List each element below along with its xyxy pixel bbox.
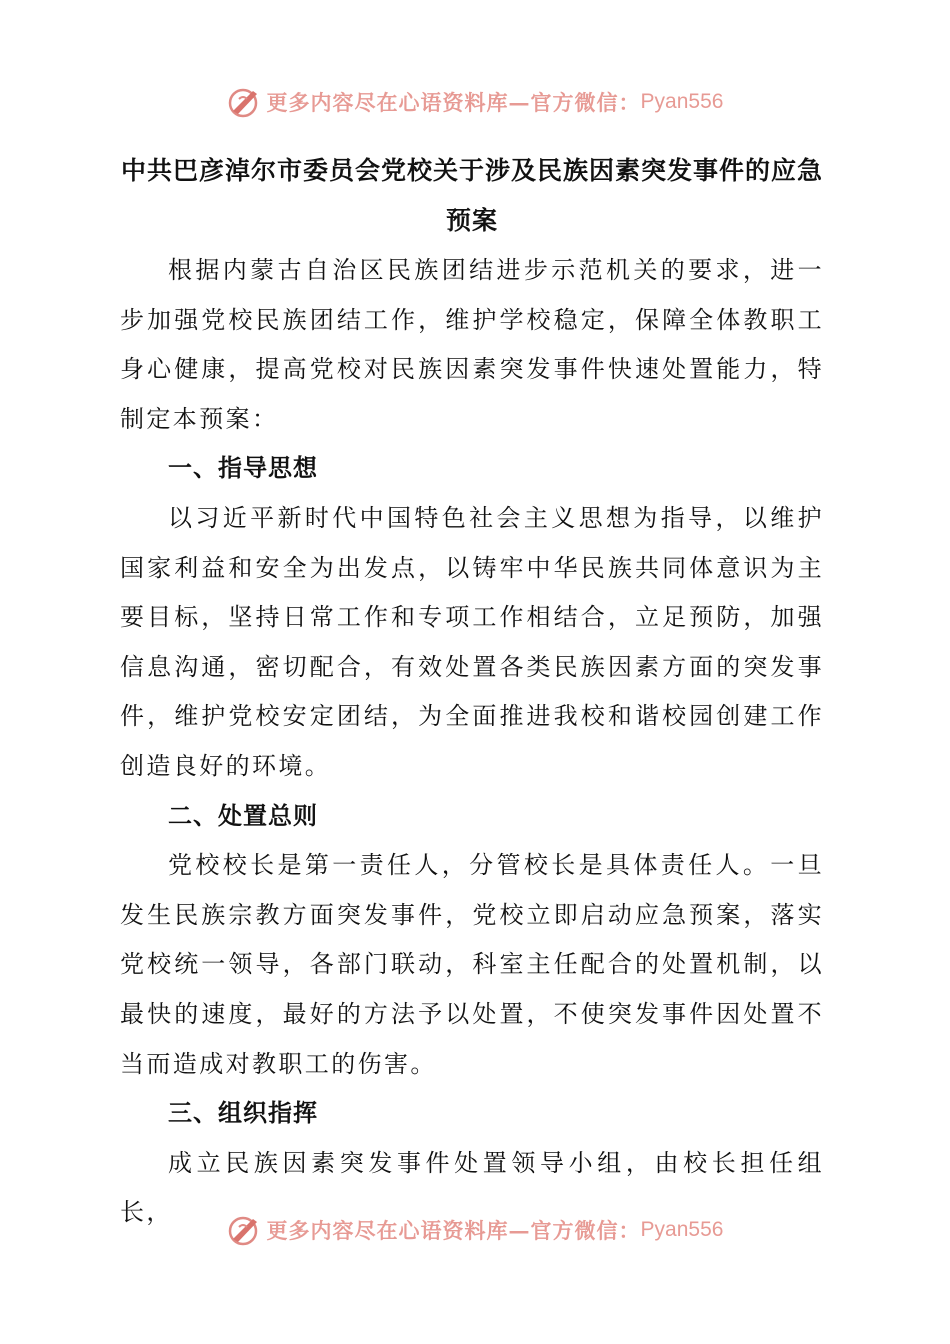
- section-heading-guiding-thought: 一、指导思想: [168, 454, 318, 483]
- pen-logo-icon: [227, 85, 261, 119]
- watermark-text: 更多内容尽在心语资料库—官方微信：: [266, 90, 641, 115]
- section-heading-organization-command: 三、组织指挥: [168, 1099, 318, 1128]
- document-title-line2: 预案: [445, 206, 498, 235]
- watermark-banner-top: [0, 82, 950, 122]
- section-heading-general-principles: 二、处置总则: [168, 801, 318, 830]
- intro-paragraph: 根据内蒙古自治区民族团结进步示范机关的要求，进一步加强党校民族团结工作，维护学校稳定，保障全体教职工身心健康，提高党校对民族因素突发事件快速处置能力，特制定本预案：: [120, 256, 824, 433]
- section-body-general-principles: 党校校长是第一责任人，分管校长是具体责任人。一旦发生民族宗教方面突发事件，党校立即启动应急预案，落实党校统一领导，各部门联动，科室主任配合的处置机制，以最快的速度，最好的方法予以处置，不使突发事件因处置不当而造成对教职工的伤害。: [120, 851, 824, 1078]
- section-body-guiding-thought: 以习近平新时代中国特色社会主义思想为指导，以维护国家利益和安全为出发点，以铸牢中华民族共同体意识为主要目标，坚持日常工作和专项工作相结合，立足预防，加强信息沟通，密切配合，有效处置各类民族因素方面的突发事件，维护党校安定团结，为全面推进我校和谐校园创建工作创造良好的环境。: [120, 503, 824, 780]
- watermark-wechat-id: Pyan556: [640, 1218, 724, 1241]
- watermark-banner-bottom: [0, 1210, 950, 1250]
- document-body: [120, 146, 824, 1238]
- watermark-text: 更多内容尽在心语资料库—官方微信：: [266, 1218, 641, 1243]
- pen-logo-icon: [227, 1213, 261, 1247]
- watermark-wechat-id: Pyan556: [640, 90, 724, 113]
- section-body-organization-command: 成立民族因素突发事件处置领导小组，由校长担任组长，: [120, 1148, 824, 1227]
- document-title-line1: 中共巴彦淖尔市委员会党校关于涉及民族因素突发事件的应急: [120, 156, 823, 185]
